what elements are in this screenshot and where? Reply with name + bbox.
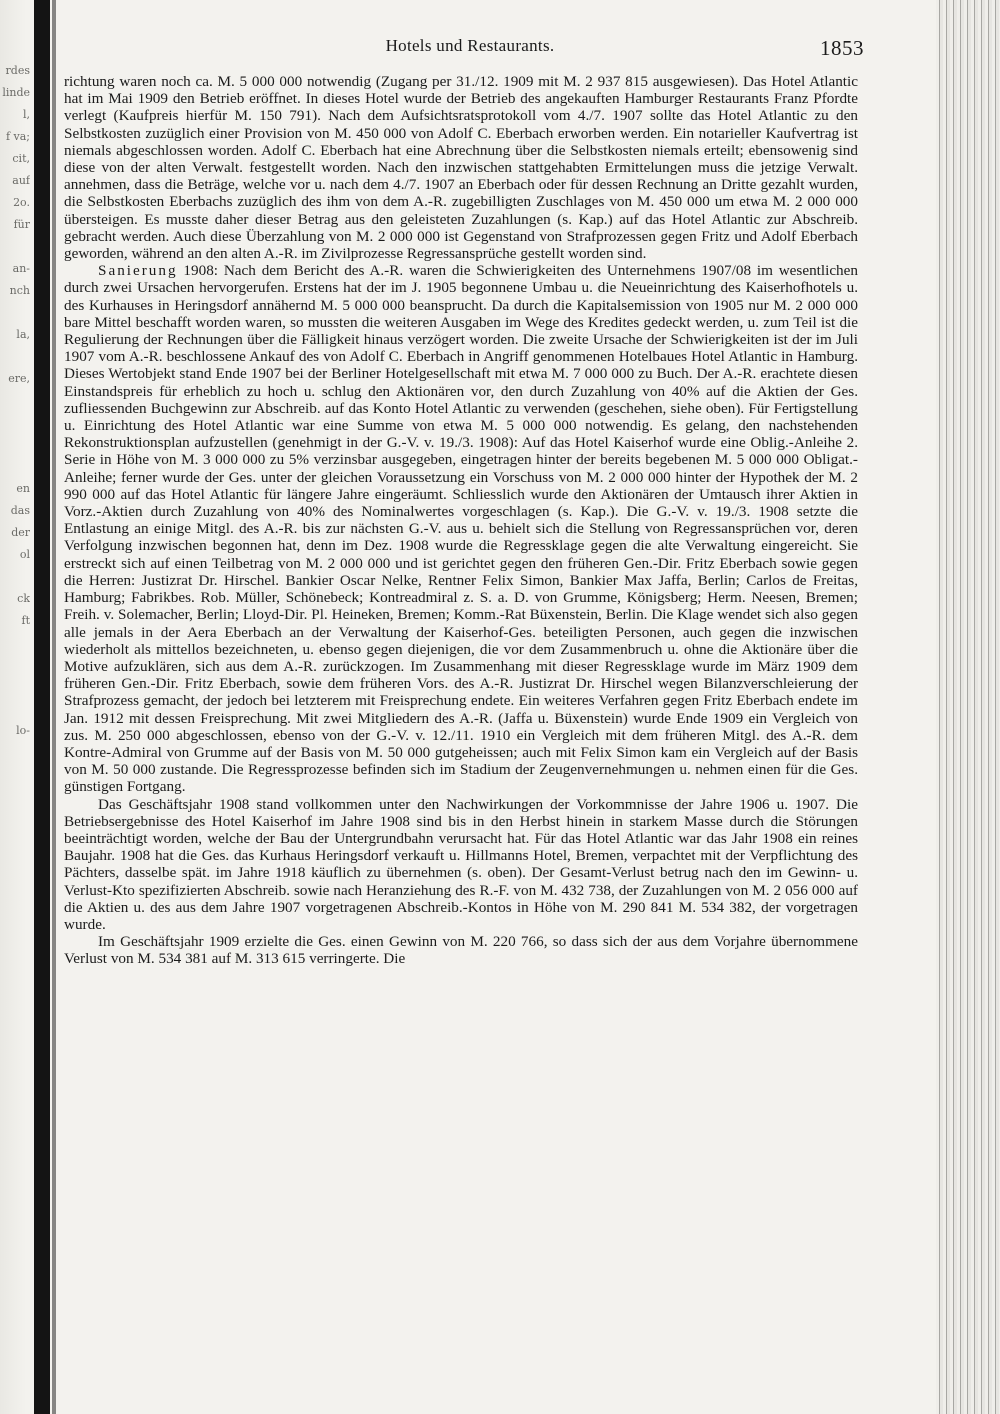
bleed-fragment: linde xyxy=(2,86,30,99)
bleed-fragment xyxy=(0,390,30,412)
bleed-fragment: der xyxy=(11,526,30,539)
running-head: Hotels und Restaurants. xyxy=(385,36,555,55)
body-text xyxy=(64,73,858,968)
book-binding-shadow xyxy=(34,0,50,1414)
bleed-fragment xyxy=(0,654,30,676)
bleed-fragment xyxy=(0,302,30,324)
bleed-fragment: rdes xyxy=(5,64,30,77)
page-header xyxy=(80,36,864,64)
bleed-fragment xyxy=(0,566,30,588)
bleed-fragment xyxy=(0,676,30,698)
bleed-fragment xyxy=(0,412,30,434)
paragraph-text: Das Geschäftsjahr 1908 stand vollkommen unter den Nachwirkungen der Vorkommnisse der Jahre 1906 u. 1907. Die Betriebsergebnisse des Hotel Kaiserhof im Jahre 1908 sind bis in den Herbst hinein in starkem Masse durch die Störungen beeinträchtigt worden, welche der Bau der Untergrundbahn verursacht hat. Für das Hotel Atlantic war das Jahr 1908 ein reines Baujahr. 1908 hat die Ges. das Kurhaus Heringsdorf verkauft u. Hillmanns Hotel, Bremen, verpachtet mit der Verpflichtung des Pächters, dasselbe spät. im Jahre 1918 käuflich zu übernehmen (s. oben). Der Gesamt-Verlust betrug nach den im Gewinn- u. Verlust-Kto spezifizierten Abschreib. sowie nach Heranziehung des R.-F. von M. 432 738, der Zuzahlungen von M. 2 056 000 auf die Aktien u. des aus dem Jahre 1907 vorgetragenen Abschreib.-Kontos in Höhe von M. 290 841 M. 534 382, der vorgetragen wurde. xyxy=(64,795,858,933)
paragraph-lead: Sanierung xyxy=(98,262,178,280)
bleed-fragment: ere, xyxy=(8,372,30,385)
bleed-fragment: ol xyxy=(19,548,30,561)
bleed-fragment: lo- xyxy=(16,724,30,737)
bleed-fragment: l, xyxy=(22,108,30,121)
paragraph-2 xyxy=(64,262,858,795)
bleed-fragment: für xyxy=(13,218,30,231)
bleed-fragment xyxy=(0,236,30,258)
bleed-fragment xyxy=(0,456,30,478)
page-number: 1853 xyxy=(820,36,864,60)
facing-page-bleed xyxy=(0,60,30,742)
bleed-fragment xyxy=(0,434,30,456)
book-binding-edge xyxy=(52,0,56,1414)
bleed-fragment xyxy=(0,632,30,654)
bleed-fragment: ft xyxy=(21,614,30,627)
paragraph-text: 1908: Nach dem Bericht des A.-R. waren die Schwierigkeiten des Unternehmens 1907/08 im wesentlichen durch zwei Ursachen hervorgerufen. Erstens hat der im J. 1905 begonnene Umbau u. die Neueinrichtung des Kaiserhofhotels u. des Kurhauses in Heringsdorf annähernd M. 5 000 000 beansprucht. Da durch die Kapitalsemission von 1905 nur M. 2 000 000 bare Mittel beschafft worden waren, so mussten die weiteren Ausgaben im Wege des Kredites gedeckt werden, u. zum Teil ist die Regulierung der Rechnungen über die Fälligkeit hinaus verzögert worden. Die zweite Ursache der Schwierigkeiten ist der im Juli 1907 vom A.-R. beschlossene Ankauf des von Adolf C. Eberbach in Angriff genommenen Hotelbaues Hotel Atlantic in Hamburg. Dieses Wertobjekt stand Ende 1907 bei der Berliner Hotelgesellschaft mit etwa M. 7 000 000 zu Buch. Der A.-R. erachtete diesen Einstandspreis für erheblich zu hoch u. schlug den Aktionären vor, den durch Zuzahlung von 40% auf die Aktien der Ges. zufliessenden Buchgewinn zur Abschreib. auf das Konto Hotel Atlantic zu verwenden (geschehen, siehe oben). Für Fertigstellung u. Einrichtung des Hotel Atlantic war eine Summe von etwa M. 5 000 000 notwendig. Es gelang, den nachstehenden Rekonstruktionsplan aufzustellen (genehmigt in der G.-V. v. 19./3. 1908): Auf das Hotel Kaiserhof wurde eine Oblig.-Anleihe 2. Serie in Höhe von M. 3 000 000 zu 5% verzinsbar ausgegeben, eingetragen hinter der bereits begebenen M. 5 000 000 Obligat.-Anleihe; ferner wurde der Ges. unter der gleichen Voraussetzung ein Vorschuss von M. 2 000 000 hinter der Hypothek der M. 2 990 000 auf das Hotel Atlantic für längere Jahre eingeräumt. Schliesslich wurde den Aktionären der Umtausch ihrer Aktien in Vorz.-Aktien durch Zuzahlung von 40% des Nominalwertes vorgeschlagen (s. Kap.). Die G.-V. v. 19./3. 1908 setzte die Entlastung an einige Mitgl. des A.-R. bis zur nächsten G.-V. aus u. behielt sich die Stellung von Regressansprüchen vor, deren Verfolgung inzwischen begonnen hat, denn im Dez. 1908 wurde die Regressklage gegen die alte Verwaltung eingereicht. Sie erstreckt sich auf einen Teilbetrag von M. 2 000 000 und ist gerichtet gegen den früheren Gen.-Dir. Fritz Eberbach sowie gegen die Herren: Justizrat Dr. Hirschel. Bankier Oscar Nelke, Rentner Felix Simon, Bankier Max Jaffa, Berlin; Carlos de Freitas, Hamburg; Fabrikbes. Rob. Müller, Schönebeck; Kontreadmiral z. S. a. D. von Grumme, Königsberg; Herm. Neesen, Bremen; Freih. v. Solemacher, Berlin; Lloyd-Dir. Pl. Heineken, Bremen; Komm.-Rat Büxenstein, Berlin. Die Klage wendet sich also gegen alle jemals in der Aera Eberbach an der Verwaltung der Kaiserhof-Ges. beteiligten Personen, auch gegen die inzwischen wiederholt als mittellos bezeichneten, u. ebenso gegen diejenigen, die vor dem Zusammenbruch u. ohne die Aktionäre über die Motive aufzuklären, sich aus dem A.-R. zurückzogen. Im Zusammenhang mit dieser Regressklage wurde im März 1909 dem früheren Gen.-Dir. Fritz Eberbach, sowie dem früheren Vors. des A.-R. Justizrat Dr. Hirschel wegen Bilanzverschleierung der Strafprozess gemacht, der jedoch bei letzterem mit Freisprechung endete. Ein weiteres Verfahren gegen Fritz Eberbach endete im Jan. 1912 mit dessen Freisprechung. Mit zwei Mitgliedern des A.-R. (Jaffa u. Büxenstein) wurde Ende 1909 ein Vergleich von zus. M. 250 000 abgeschlossen, ebenso von der G.-V. v. 12./11. 1910 ein Vergleich mit dem früheren Mitgl. des A.-R. dem Kontre-Admiral von Grumme auf der Basis von M. 50 000 gutgeheissen; auch mit Felix Simon kam ein Vergleich auf der Basis von M. 50 000 zustande. Die Regressprozesse befinden sich im Stadium der Zeugenvernehmungen u. nehmen einen für die Ges. günstigen Fortgang. xyxy=(64,262,858,796)
bleed-fragment: cit, xyxy=(12,152,30,165)
paragraph-3 xyxy=(64,796,858,934)
bleed-fragment xyxy=(0,346,30,368)
bleed-fragment: auf xyxy=(12,174,30,187)
bleed-fragment: an- xyxy=(12,262,30,275)
paragraph-text: richtung waren noch ca. M. 5 000 000 notwendig (Zugang per 31./12. 1909 mit M. 2 937 815 ausgewiesen). Das Hotel Atlantic hat im Mai 1909 den Betrieb eröffnet. In dieses Hotel wurde der Betrieb des angekauften Hamburger Restaurants Franz Pfordte verlegt (Kaufpreis hierfür M. 150 791). Nach dem Aufsichtsratsprotokoll vom 4./7. 1907 sollte das Hotel Atlantic zu den Selbstkosten zuzüglich einer Provision von M. 450 000 von Adolf C. Eberbach erworben werden. Ein notarieller Kaufvertrag ist niemals abgeschlossen worden. Adolf C. Eberbach hat eine Abrechnung über die Selbstkosten niemals erteilt; ebensowenig sind diese von der alten Verwalt. festgestellt worden. Nach den inzwischen stattgehabten Ermittelungen muss die jetzige Verwalt. annehmen, dass die Beträge, welche vor u. nach dem 4./7. 1907 an Eberbach oder für dessen Rechnung an Dritte gezahlt wurden, die Selbstkosten Eberbachs zuzüglich des ihm von dem A.-R. zugebilligten Zuschlages von M. 450 000 um etwa M. 2 000 000 übersteigen. Es musste daher dieser Betrag aus den geleisteten Zuzahlungen (s. Kap.) auf das Hotel Atlantic zur Abschreib. gebracht werden. Auch diese Überzahlung von M. 2 000 000 ist Gegenstand von Strafprozessen gegen Fritz und Adolf Eberbach geworden, während an den alten A.-R. im Zivilprozesse Regressansprüche gestellt worden sind. xyxy=(64,73,858,263)
paragraph-text: Im Geschäftsjahr 1909 erzielte die Ges. einen Gewinn von M. 220 766, so dass sich der aus dem Vorjahre übernommene Verlust von M. 534 381 auf M. 313 615 verringerte. Die xyxy=(64,933,858,968)
page-edge-stack xyxy=(936,0,1000,1414)
bleed-fragment: en xyxy=(16,482,30,495)
bleed-fragment: das xyxy=(10,504,30,517)
paragraph-1 xyxy=(64,73,858,262)
paragraph-4 xyxy=(64,933,858,967)
bleed-fragment: la, xyxy=(16,328,30,341)
bleed-fragment: f va; xyxy=(5,130,30,143)
bleed-fragment: 2o. xyxy=(13,196,30,209)
bleed-fragment xyxy=(0,698,30,720)
bleed-fragment: ck xyxy=(17,592,30,605)
bleed-fragment: nch xyxy=(9,284,30,297)
